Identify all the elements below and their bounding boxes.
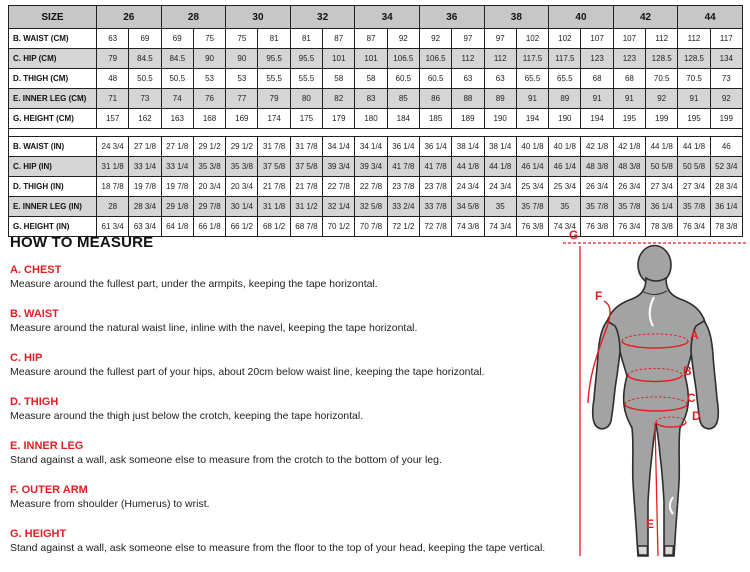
measurement-cell: 190 xyxy=(549,109,581,129)
measurement-cell: 195 xyxy=(613,109,645,129)
left-arm-shape xyxy=(593,321,620,429)
measurement-cell: 128.5 xyxy=(678,49,710,69)
measurement-cell: 37 5/8 xyxy=(290,157,322,177)
row-label: G. HEIGHT (IN) xyxy=(9,217,97,237)
measurement-cell: 63 xyxy=(452,69,484,89)
measure-item-text: Measure around the fullest part, under the armpits, keeping the tape horizontal. xyxy=(10,278,378,290)
diagram-label-c: C xyxy=(687,391,696,405)
size-column-header: 38 xyxy=(484,6,549,29)
measurement-cell: 52 3/4 xyxy=(710,157,742,177)
measurement-cell: 40 1/8 xyxy=(516,137,548,157)
measurement-cell: 74 3/8 xyxy=(452,217,484,237)
measurement-cell: 34 1/4 xyxy=(355,137,387,157)
measurement-cell: 50.5 xyxy=(161,69,193,89)
table-separator-cell xyxy=(9,129,743,137)
measurement-cell: 91 xyxy=(613,89,645,109)
measurement-cell: 31 1/8 xyxy=(258,197,290,217)
measurement-cell: 102 xyxy=(516,29,548,49)
table-row xyxy=(9,89,743,109)
measurement-cell: 74 3/4 xyxy=(484,217,516,237)
measurement-cell: 35 7/8 xyxy=(516,197,548,217)
measurement-cell: 30 1/4 xyxy=(226,197,258,217)
measurement-cell: 36 1/4 xyxy=(646,197,678,217)
measurement-cell: 89 xyxy=(484,89,516,109)
measurement-cell: 36 1/4 xyxy=(710,197,742,217)
measurement-cell: 163 xyxy=(161,109,193,129)
measurement-cell: 195 xyxy=(678,109,710,129)
measurement-cell: 58 xyxy=(323,69,355,89)
measurement-cell: 66 1/2 xyxy=(226,217,258,237)
measure-item xyxy=(10,396,570,423)
measurement-cell: 90 xyxy=(226,49,258,69)
body-diagram xyxy=(553,229,750,557)
measurement-cell: 95.5 xyxy=(290,49,322,69)
measurement-cell: 32 5/8 xyxy=(355,197,387,217)
measurement-cell: 27 3/4 xyxy=(678,177,710,197)
measurement-cell: 50.5 xyxy=(129,69,161,89)
measurement-cell: 42 1/8 xyxy=(581,137,613,157)
measure-item-text: Measure from shoulder (Humerus) to wrist. xyxy=(10,498,210,510)
measurement-cell: 27 1/8 xyxy=(129,137,161,157)
measure-item xyxy=(10,352,570,379)
measurement-cell: 42 1/8 xyxy=(613,137,645,157)
size-column-header: 32 xyxy=(290,6,355,29)
measurement-cell: 117 xyxy=(710,29,742,49)
measurement-cell: 68 7/8 xyxy=(290,217,322,237)
torso-legs-shape xyxy=(607,278,705,556)
measurement-cell: 123 xyxy=(581,49,613,69)
measurement-cell: 72 7/8 xyxy=(419,217,451,237)
measurement-cell: 82 xyxy=(323,89,355,109)
diagram-label-b: B xyxy=(683,364,692,378)
measurement-cell: 83 xyxy=(355,89,387,109)
size-column-header: 30 xyxy=(226,6,291,29)
measurement-cell: 97 xyxy=(452,29,484,49)
measure-item-heading: E. INNER LEG xyxy=(10,440,84,452)
measurement-cell: 189 xyxy=(452,109,484,129)
measurement-cell: 35 7/8 xyxy=(678,197,710,217)
measurement-cell: 55.5 xyxy=(258,69,290,89)
measurement-cell: 33 1/4 xyxy=(161,157,193,177)
measurement-cell: 25 3/4 xyxy=(549,177,581,197)
measurement-cell: 92 xyxy=(419,29,451,49)
measurement-cell: 46 xyxy=(710,137,742,157)
measurement-cell: 70 1/2 xyxy=(323,217,355,237)
measurement-cell: 60.5 xyxy=(387,69,419,89)
measurement-cell: 90 xyxy=(193,49,225,69)
measurement-cell: 50 5/8 xyxy=(646,157,678,177)
diagram-label-d: D xyxy=(692,409,701,423)
measurement-cell: 84.5 xyxy=(161,49,193,69)
measurement-cell: 22 7/8 xyxy=(323,177,355,197)
size-table-body xyxy=(9,6,743,237)
measurement-cell: 28 3/4 xyxy=(129,197,161,217)
measurement-cell: 128.5 xyxy=(646,49,678,69)
measurement-cell: 194 xyxy=(581,109,613,129)
measure-item-heading: G. HEIGHT xyxy=(10,528,67,540)
measurement-cell: 68 xyxy=(581,69,613,89)
measurement-cell: 23 7/8 xyxy=(419,177,451,197)
measurement-cell: 58 xyxy=(355,69,387,89)
measurement-cell: 199 xyxy=(646,109,678,129)
measurement-cell: 174 xyxy=(258,109,290,129)
measurement-cell: 28 xyxy=(97,197,129,217)
table-row xyxy=(9,29,743,49)
measurement-cell: 21 7/8 xyxy=(258,177,290,197)
measurement-cell: 70 7/8 xyxy=(355,217,387,237)
measurement-cell: 60.5 xyxy=(419,69,451,89)
measurement-cell: 38 1/4 xyxy=(484,137,516,157)
row-label: B. WAIST (IN) xyxy=(9,137,97,157)
measurement-cell: 112 xyxy=(484,49,516,69)
measurement-cell: 84.5 xyxy=(129,49,161,69)
measurement-cell: 22 7/8 xyxy=(355,177,387,197)
measurement-cell: 24 3/4 xyxy=(97,137,129,157)
row-label: E. INNER LEG (CM) xyxy=(9,89,97,109)
measurement-cell: 169 xyxy=(226,109,258,129)
measurement-cell: 65.5 xyxy=(516,69,548,89)
measurement-cell: 39 3/4 xyxy=(323,157,355,177)
measurement-cell: 39 3/4 xyxy=(355,157,387,177)
measurement-cell: 81 xyxy=(258,29,290,49)
measurement-cell: 92 xyxy=(646,89,678,109)
measurement-cell: 72 1/2 xyxy=(387,217,419,237)
diagram-label-e: E xyxy=(646,517,655,531)
measurement-cell: 44 1/8 xyxy=(678,137,710,157)
measurement-cell: 175 xyxy=(290,109,322,129)
measurement-cell: 162 xyxy=(129,109,161,129)
measurement-cell: 86 xyxy=(419,89,451,109)
body-silhouette xyxy=(593,246,719,557)
measurement-cell: 70.5 xyxy=(646,69,678,89)
measurement-cell: 77 xyxy=(226,89,258,109)
measurement-cell: 87 xyxy=(355,29,387,49)
measurement-cell: 87 xyxy=(323,29,355,49)
row-label: C. HIP (CM) xyxy=(9,49,97,69)
measurement-cell: 27 3/4 xyxy=(646,177,678,197)
measurement-cell: 69 xyxy=(161,29,193,49)
measurement-cell: 35 7/8 xyxy=(613,197,645,217)
measurement-cell: 106.5 xyxy=(387,49,419,69)
measurement-cell: 29 7/8 xyxy=(193,197,225,217)
table-separator-row xyxy=(9,129,743,137)
measurement-cell: 73 xyxy=(710,69,742,89)
measure-item-text: Stand against a wall, ask someone else to measure from the floor to the top of your head, keeping the tape vertical. xyxy=(10,542,546,554)
measurement-cell: 37 5/8 xyxy=(258,157,290,177)
measurement-cell: 19 7/8 xyxy=(161,177,193,197)
measurement-cell: 63 xyxy=(97,29,129,49)
measurement-cell: 101 xyxy=(323,49,355,69)
measurement-cell: 91 xyxy=(581,89,613,109)
measure-item xyxy=(10,440,570,467)
measurement-cell: 34 5/8 xyxy=(452,197,484,217)
measurement-cell: 66 1/8 xyxy=(193,217,225,237)
measure-item xyxy=(10,484,570,511)
measurement-cell: 92 xyxy=(710,89,742,109)
measurement-cell: 117.5 xyxy=(516,49,548,69)
measurement-cell: 117.5 xyxy=(549,49,581,69)
measurement-cell: 29 1/2 xyxy=(226,137,258,157)
measurement-cell: 68 1/2 xyxy=(258,217,290,237)
measurement-cell: 179 xyxy=(323,109,355,129)
measurement-cell: 80 xyxy=(290,89,322,109)
measurement-cell: 35 3/8 xyxy=(226,157,258,177)
measurement-cell: 46 1/4 xyxy=(516,157,548,177)
measurement-cell: 64 1/8 xyxy=(161,217,193,237)
measurement-cell: 31 1/8 xyxy=(97,157,129,177)
table-row xyxy=(9,137,743,157)
right-ankle-cuff xyxy=(665,546,674,555)
measure-item-text: Measure around the fullest part of your hips, about 20cm below waist line, keeping the tape horizontal. xyxy=(10,366,485,378)
measurement-cell: 95.5 xyxy=(258,49,290,69)
measurement-cell: 107 xyxy=(613,29,645,49)
measurement-cell: 35 3/8 xyxy=(193,157,225,177)
measurement-cell: 36 1/4 xyxy=(387,137,419,157)
measurement-cell: 76 3/4 xyxy=(613,217,645,237)
measurement-cell: 63 3/4 xyxy=(129,217,161,237)
measurement-cell: 41 7/8 xyxy=(387,157,419,177)
measurement-cell: 53 xyxy=(226,69,258,89)
measurement-cell: 48 3/8 xyxy=(613,157,645,177)
measure-item-heading: A. CHEST xyxy=(10,264,62,276)
measurement-cell: 32 1/4 xyxy=(323,197,355,217)
measurement-cell: 106.5 xyxy=(419,49,451,69)
row-label: B. WAIST (CM) xyxy=(9,29,97,49)
measurement-cell: 35 xyxy=(549,197,581,217)
measurement-cell: 199 xyxy=(710,109,742,129)
measurement-cell: 24 3/4 xyxy=(452,177,484,197)
measurement-cell: 74 xyxy=(161,89,193,109)
size-chart-table xyxy=(8,5,743,237)
size-header-row xyxy=(9,6,743,29)
size-header-cell: SIZE xyxy=(9,6,97,29)
size-column-header: 26 xyxy=(97,6,162,29)
measurement-cell: 194 xyxy=(516,109,548,129)
measurement-cell: 48 xyxy=(97,69,129,89)
measurement-cell: 33 7/8 xyxy=(419,197,451,217)
measurement-cell: 73 xyxy=(129,89,161,109)
measurement-cell: 107 xyxy=(581,29,613,49)
measurement-cell: 157 xyxy=(97,109,129,129)
measurement-cell: 185 xyxy=(419,109,451,129)
measure-item xyxy=(10,528,570,555)
measurement-cell: 25 3/4 xyxy=(516,177,548,197)
measure-list xyxy=(10,264,570,555)
measurement-cell: 44 1/8 xyxy=(646,137,678,157)
row-label: D. THIGH (IN) xyxy=(9,177,97,197)
measure-item-text: Measure around the thigh just below the crotch, keeping the tape horizontal. xyxy=(10,410,364,422)
measurement-cell: 19 7/8 xyxy=(129,177,161,197)
diagram-label-g: G xyxy=(569,228,579,242)
table-row xyxy=(9,157,743,177)
measurement-cell: 61 3/4 xyxy=(97,217,129,237)
measurement-cell: 18 7/8 xyxy=(97,177,129,197)
measurement-cell: 97 xyxy=(484,29,516,49)
measurement-cell: 33 1/4 xyxy=(129,157,161,177)
table-row xyxy=(9,177,743,197)
row-label: D. THIGH (CM) xyxy=(9,69,97,89)
measurement-cell: 46 1/4 xyxy=(549,157,581,177)
measurement-cell: 91 xyxy=(678,89,710,109)
row-label: C. HIP (IN) xyxy=(9,157,97,177)
measure-item-heading: F. OUTER ARM xyxy=(10,484,88,496)
measurement-cell: 29 1/2 xyxy=(193,137,225,157)
measurement-cell: 35 xyxy=(484,197,516,217)
measurement-cell: 20 3/4 xyxy=(193,177,225,197)
measurement-cell: 112 xyxy=(452,49,484,69)
diagram-label-f: F xyxy=(595,289,603,303)
measurement-cell: 68 xyxy=(613,69,645,89)
table-row xyxy=(9,197,743,217)
row-label: E. INNER LEG (IN) xyxy=(9,197,97,217)
measurement-cell: 123 xyxy=(613,49,645,69)
how-to-measure-title: HOW TO MEASURE xyxy=(10,234,154,251)
measurement-cell: 75 xyxy=(193,29,225,49)
measurement-cell: 79 xyxy=(97,49,129,69)
measurement-cell: 50 5/8 xyxy=(678,157,710,177)
table-row xyxy=(9,109,743,129)
measurement-cell: 91 xyxy=(516,89,548,109)
measurement-cell: 102 xyxy=(549,29,581,49)
measurement-cell: 63 xyxy=(484,69,516,89)
inner-leg-line xyxy=(655,423,658,556)
left-ankle-cuff xyxy=(638,546,648,555)
measurement-cell: 53 xyxy=(193,69,225,89)
table-row xyxy=(9,69,743,89)
measure-item-text: Stand against a wall, ask someone else to measure from the crotch to the bottom of your leg. xyxy=(10,454,442,466)
measurement-cell: 112 xyxy=(678,29,710,49)
body-figure-svg xyxy=(553,229,750,557)
measure-item xyxy=(10,264,570,291)
measurement-cell: 71 xyxy=(97,89,129,109)
measurement-cell: 81 xyxy=(290,29,322,49)
measurement-cell: 74 3/4 xyxy=(549,217,581,237)
measurement-cell: 44 1/8 xyxy=(452,157,484,177)
measurement-cell: 76 3/8 xyxy=(516,217,548,237)
measurement-cell: 65.5 xyxy=(549,69,581,89)
measurement-cell: 88 xyxy=(452,89,484,109)
diagram-label-a: A xyxy=(690,328,699,342)
measure-item-heading: B. WAIST xyxy=(10,308,59,320)
measurement-cell: 134 xyxy=(710,49,742,69)
size-column-header: 40 xyxy=(549,6,614,29)
measurement-cell: 76 xyxy=(193,89,225,109)
measurement-cell: 36 1/4 xyxy=(419,137,451,157)
measurement-cell: 21 7/8 xyxy=(290,177,322,197)
measurement-cell: 70.5 xyxy=(678,69,710,89)
measurement-cell: 28 3/4 xyxy=(710,177,742,197)
measurement-cell: 69 xyxy=(129,29,161,49)
measurement-cell: 26 3/4 xyxy=(581,177,613,197)
measurement-cell: 38 1/4 xyxy=(452,137,484,157)
measurement-cell: 76 3/4 xyxy=(678,217,710,237)
size-column-header: 28 xyxy=(161,6,226,29)
measurement-cell: 55.5 xyxy=(290,69,322,89)
size-column-header: 34 xyxy=(355,6,420,29)
measurement-cell: 92 xyxy=(387,29,419,49)
measurement-cell: 75 xyxy=(226,29,258,49)
measurement-cell: 101 xyxy=(355,49,387,69)
measure-item xyxy=(10,308,570,335)
measurement-cell: 33 2/4 xyxy=(387,197,419,217)
measurement-cell: 31 7/8 xyxy=(290,137,322,157)
measurement-cell: 34 1/4 xyxy=(323,137,355,157)
size-column-header: 36 xyxy=(419,6,484,29)
measurement-cell: 78 3/8 xyxy=(646,217,678,237)
measurement-cell: 31 1/2 xyxy=(290,197,322,217)
measurement-cell: 112 xyxy=(646,29,678,49)
measurement-cell: 180 xyxy=(355,109,387,129)
measure-item-heading: D. THIGH xyxy=(10,396,59,408)
measurement-cell: 27 1/8 xyxy=(161,137,193,157)
measurement-cell: 29 1/8 xyxy=(161,197,193,217)
measurement-cell: 20 3/4 xyxy=(226,177,258,197)
measurement-cell: 23 7/8 xyxy=(387,177,419,197)
how-to-measure-section xyxy=(10,234,570,572)
row-label: G. HEIGHT (CM) xyxy=(9,109,97,129)
measurement-cell: 44 1/8 xyxy=(484,157,516,177)
measurement-cell: 26 3/4 xyxy=(613,177,645,197)
measurement-cell: 85 xyxy=(387,89,419,109)
measurement-cell: 76 3/8 xyxy=(581,217,613,237)
measurement-cell: 24 3/4 xyxy=(484,177,516,197)
measurement-cell: 168 xyxy=(193,109,225,129)
measurement-cell: 31 7/8 xyxy=(258,137,290,157)
measurement-cell: 41 7/8 xyxy=(419,157,451,177)
measurement-cell: 40 1/8 xyxy=(549,137,581,157)
measure-item-heading: C. HIP xyxy=(10,352,43,364)
measurement-cell: 89 xyxy=(549,89,581,109)
measurement-cell: 184 xyxy=(387,109,419,129)
measurement-cell: 190 xyxy=(484,109,516,129)
measure-item-text: Measure around the natural waist line, inline with the navel, keeping the tape horizontal. xyxy=(10,322,418,334)
measurement-cell: 48 3/8 xyxy=(581,157,613,177)
table-row xyxy=(9,49,743,69)
measurement-cell: 35 7/8 xyxy=(581,197,613,217)
size-column-header: 42 xyxy=(613,6,678,29)
measurement-cell: 79 xyxy=(258,89,290,109)
size-column-header: 44 xyxy=(678,6,743,29)
measurement-cell: 78 3/8 xyxy=(710,217,742,237)
